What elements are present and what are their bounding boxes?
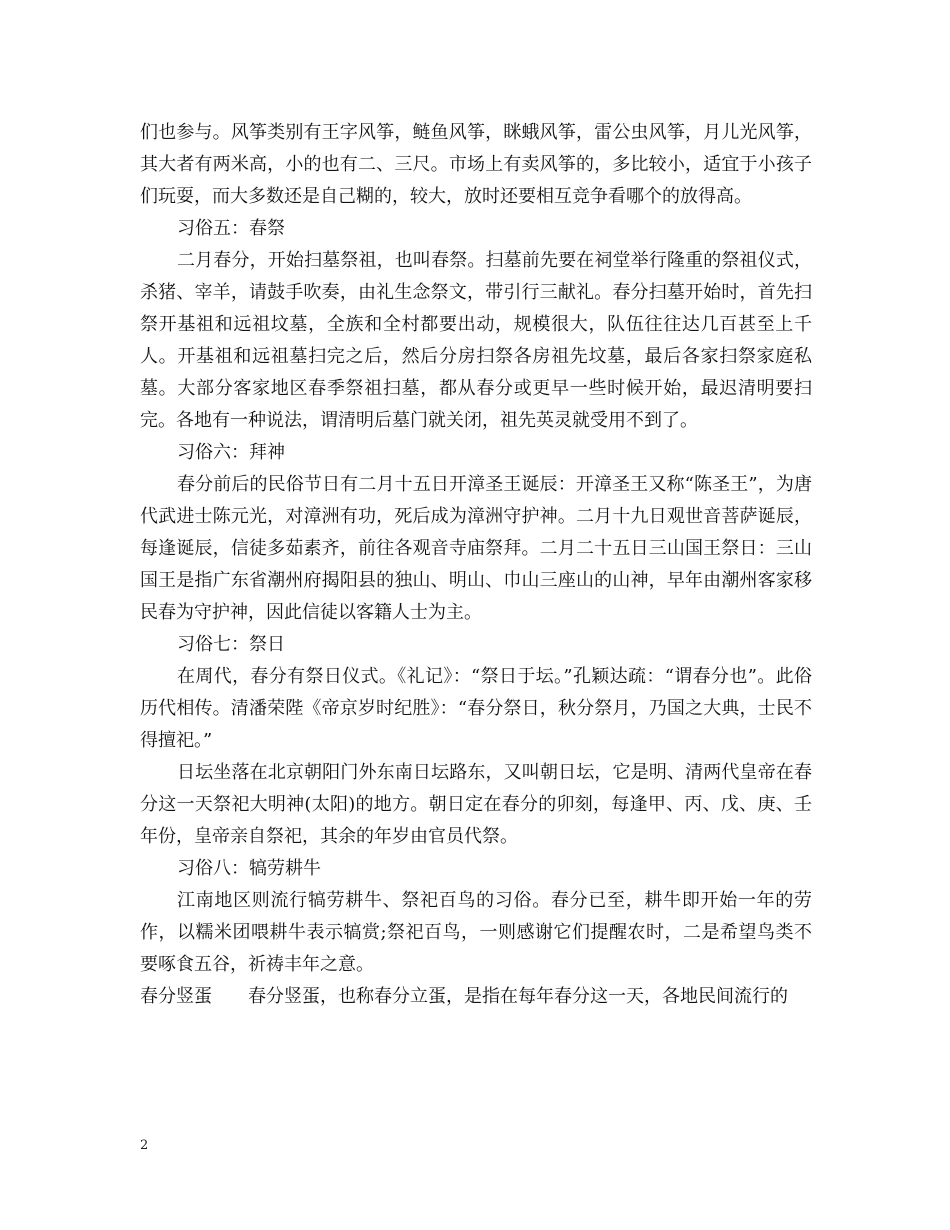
egg-standing-term: 春分竖蛋 bbox=[140, 986, 212, 1007]
heading-custom-five: 习俗五：春祭 bbox=[177, 218, 285, 239]
paragraph-egg-standing bbox=[140, 981, 812, 1013]
egg-standing-text: 春分竖蛋，也称春分立蛋，是指在每年春分这一天，各地民间流行的 bbox=[248, 986, 788, 1007]
paragraph-worship-gods: 春分前后的民俗节日有二月十五日开漳圣王诞辰：开漳圣王又称“陈圣王”，为唐代武进士陈元光，对漳洲有功，死后成为漳洲守护神。二月十九日观世音菩萨诞辰，每逢诞辰，信徒多茹素齐，前往各观音寺庙祭拜。二月二十五日三山国王祭日：三山国王是指广东省潮州府揭阳县的独山、明山、巾山三座山的山神，早年由潮州客家移民春为守护神，因此信徒以客籍人士为主。 bbox=[140, 474, 812, 623]
paragraph-sun-sacrifice: 在周代，春分有祭日仪式。《礼记》：“祭日于坛。”孔颖达疏：“谓春分也”。此俗历代相传。清潘荣陛《帝京岁时纪胜》：“春分祭日，秋分祭月，乃国之大典，士民不得擅祀。” bbox=[140, 666, 812, 751]
document-body bbox=[140, 117, 812, 1013]
heading-custom-seven: 习俗七：祭日 bbox=[177, 634, 285, 655]
paragraph-spring-sacrifice: 二月春分，开始扫墓祭祖，也叫春祭。扫墓前先要在祠堂举行隆重的祭祖仪式，杀猪、宰羊，请鼓手吹奏，由礼生念祭文，带引行三献礼。春分扫墓开始时，首先扫祭开基祖和远祖坟墓，全族和全村都要出动，规模很大，队伍往往达几百甚至上千人。开基祖和远祖墓扫完之后，然后分房扫祭各房祖先坟墓，最后各家扫祭家庭私墓。大部分客家地区春季祭祖扫墓，都从春分或更早一些时候开始，最迟清明要扫完。各地有一种说法，谓清明后墓门就关闭，祖先英灵就受用不到了。 bbox=[140, 250, 812, 431]
page-number: 2 bbox=[140, 1138, 149, 1153]
paragraph-kites-continued: 们也参与。风筝类别有王字风筝，鲢鱼风筝，眯蛾风筝，雷公虫风筝，月儿光风筝，其大者有两米高，小的也有二、三尺。市场上有卖风筝的，多比较小，适宜于小孩子们玩耍，而大多数还是自己糊的，较大，放时还要相互竞争看哪个的放得高。 bbox=[140, 122, 812, 207]
paragraph-reward-oxen: 江南地区则流行犒劳耕牛、祭祀百鸟的习俗。春分已至，耕牛即开始一年的劳作，以糯米团喂耕牛表示犒赏;祭祀百鸟，一则感谢它们提醒农时，二是希望鸟类不要啄食五谷，祈祷丰年之意。 bbox=[140, 890, 812, 975]
paragraph-temple-of-sun: 日坛坐落在北京朝阳门外东南日坛路东，又叫朝日坛，它是明、清两代皇帝在春分这一天祭祀大明神(太阳)的地方。朝日定在春分的卯刻，每逢甲、丙、戊、庚、壬年份，皇帝亲自祭祀，其余的年岁由官员代祭。 bbox=[140, 762, 812, 847]
heading-custom-eight: 习俗八：犒劳耕牛 bbox=[177, 858, 321, 879]
heading-custom-six: 习俗六：拜神 bbox=[177, 442, 285, 463]
